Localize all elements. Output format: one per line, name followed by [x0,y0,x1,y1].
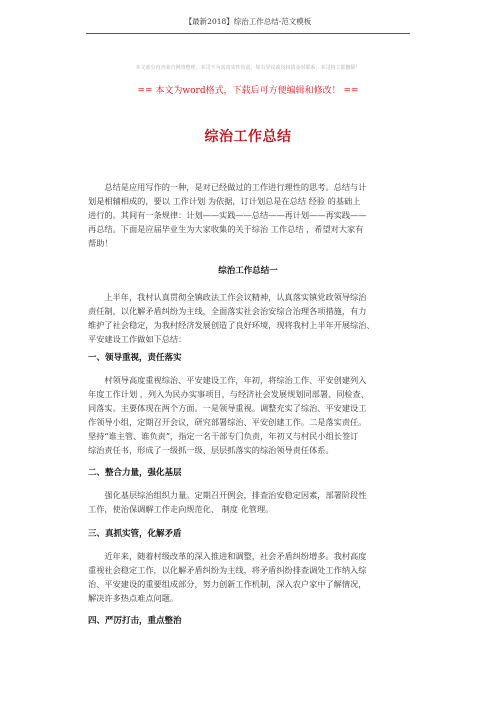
opening-paragraph: 上半年，我村认真贯彻全镇政法工作会议精神，认真落实镇党政领导综治 责任制，以化解矛盾纠纷为主线，全面落实社会治安综合治理各项措施，有力 维护了社会稳定，为我村经济发展创造了良好环境，现将我村上半年开展综治、 平安建设工作做如下总结： [88,292,375,344]
section-text-3: 近年来，随着村级改革的深入推进和调整，社会矛盾纠纷增多。我村高度 重视社会稳定工作，以化解矛盾纠纷为主线，将矛盾纠纷排查调处工作纳入综 治、平安建设的重要组成部分，努力创新工作机制，深入农户家中了解情况， 解决许多热点难点问题。 [88,551,367,603]
word-format-banner: == 本文为word格式，下载后可方便编辑和修改！ == [137,86,359,96]
section-text-1: 村领导高度重视综治、平安建设工作，年初，将综治工作、平安创建列入 年度工作计划 ，列入为民办实事项目，与经济社会发展规划同部署、同检查、 同落实。主要体现在两个方面。一是领导重视。调整充实了综治、平安建设工 作领导小组，定期召开会议，研究部署综治、平安创建工作。二是落实责任。 坚持“谁主管、谁负责”，指定一名干部专门负责，年初又与村民小组长签订 综治责任书，形成了一级抓一级、层层抓落实的综治领导责任体系。 [88,375,369,455]
intro-paragraph: 总结是应用写作的一种，是对已经做过的工作进行理性的思考。总结与计 划是相辅相成的，要以 工作计划 为依据，订计划总是在总结 经验 的基础上 进行的。其间有一条规律：计划——实践——总结——再计划——再实践—— 再总结。下面是应届毕业生为大家收集的关于综治 工作总结 ，希望对大家有 帮助！ [88,182,367,248]
section-heading-3: 三、真抓实管，化解矛盾 [88,529,182,539]
section-heading-1: 一、领导重视，责任落实 [88,353,182,363]
page-header-title: 【最新2018】综治工作总结-范文模板 [184,17,312,26]
document-title: 综治工作总结 [204,129,292,145]
disclaimer-text: 本文部分内容来自网络整理，本司不为其真实性负责，如有异议或侵权请及时联系，本司将立即删除！ [135,65,361,71]
section-heading-4: 四、严厉打击，重点整治 [88,616,182,626]
section-subtitle: 综治工作总结一 [218,266,278,276]
section-heading-2: 二、整合力量，强化基层 [88,468,182,478]
section-text-2: 强化基层综治组织力量。定期召开例会，排查治安稳定因素，部署阶段性 工作，使治保调解工作走向规范化、 制度 化管理。 [88,490,367,514]
header-divider [86,33,410,34]
